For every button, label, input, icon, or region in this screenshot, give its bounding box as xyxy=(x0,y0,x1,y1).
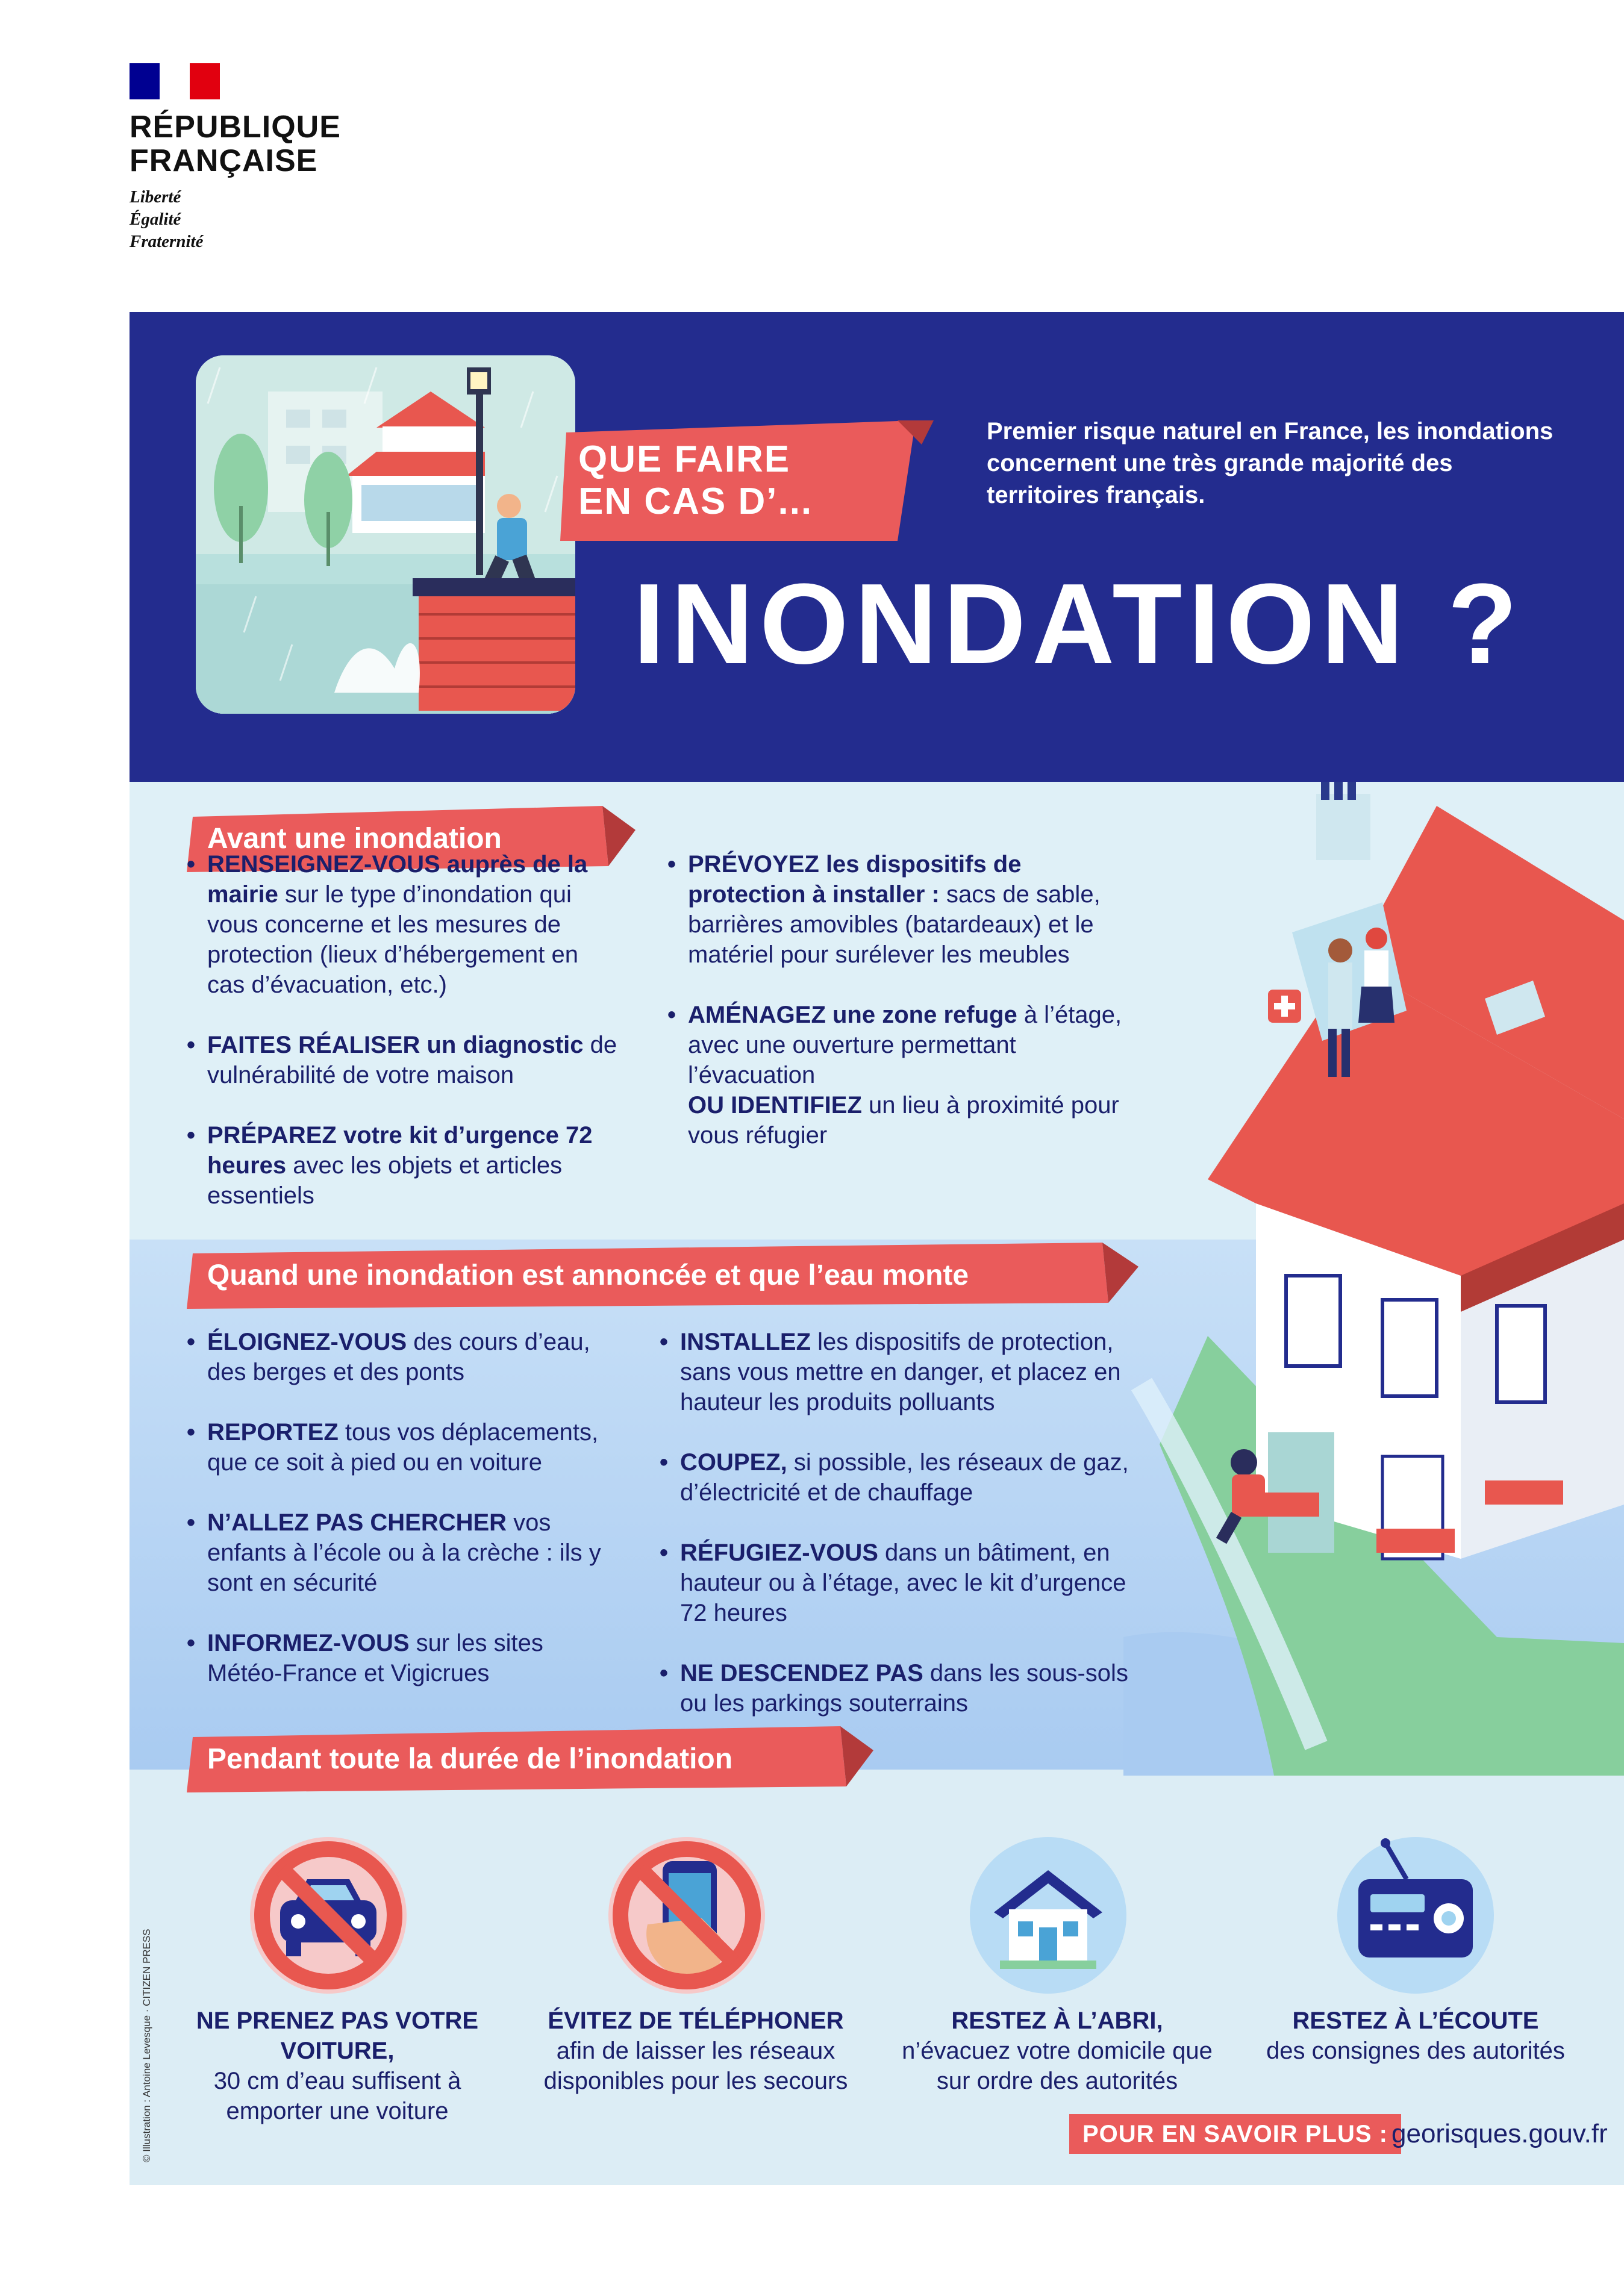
tag-line-1: QUE FAIRE xyxy=(578,438,791,480)
list-item: • RÉFUGIEZ-VOUS dans un bâtiment, en hauteur ou à l’étage, avec le kit d’urgence 72 heures xyxy=(660,1538,1129,1628)
list-item: • RENSEIGNEZ-VOUS auprès de la mairie sur le type d’inondation qui vous concerne et les mesures de protection (lieux d’hébergement en cas d’évacuation, etc.) xyxy=(187,849,620,1000)
house-illustration xyxy=(1123,782,1624,1776)
motto-egalite: Égalité xyxy=(130,210,181,229)
logo-wordmark xyxy=(130,110,370,178)
before-right-list xyxy=(667,849,1125,1181)
no-phone-icon xyxy=(605,1834,768,1997)
list-item: • N’ALLEZ PAS CHERCHER vos enfants à l’école ou à la crèche : ils y sont en sécurité xyxy=(187,1508,620,1598)
alert-left-list xyxy=(187,1327,620,1718)
tag-line-2: EN CAS D’... xyxy=(578,481,813,522)
alert-right-list xyxy=(660,1327,1129,1749)
caption-no-phone: ÉVITEZ DE TÉLÉPHONER afin de laisser les réseaux disponibles pour les secours xyxy=(543,2007,848,2094)
list-item: • PRÉPAREZ votre kit d’urgence 72 heures avec les objets et articles essentiels xyxy=(187,1120,620,1211)
list-item: • NE DESCENDEZ PAS dans les sous-sols ou les parkings souterrains xyxy=(660,1658,1129,1718)
section-during-title: Pendant toute la durée de l’inondation xyxy=(207,1743,733,1775)
logo-motto xyxy=(130,186,370,253)
list-item: • ÉLOIGNEZ-VOUS des cours d’eau, des berges et des ponts xyxy=(187,1327,620,1387)
motto-liberte: Liberté xyxy=(130,187,181,207)
motto-fraternite: Fraternité xyxy=(130,232,204,251)
footer-label: POUR EN SAVOIR PLUS : xyxy=(1069,2114,1401,2154)
list-item: • INFORMEZ-VOUS sur les sites Météo-France et Vigicrues xyxy=(187,1628,620,1688)
no-car-icon xyxy=(247,1834,410,1997)
list-item: • PRÉVOYEZ les dispositifs de protection à installer : sacs de sable, barrières amovibles (batardeaux) et le matériel pour surélever les meubles xyxy=(667,849,1125,970)
section-during-header xyxy=(187,1726,873,1792)
list-item: • AMÉNAGEZ une zone refuge à l’étage, avec une ouverture permettant l’évacuation OU IDENTIFIEZ un lieu à proximité pour vous réfugier xyxy=(667,1000,1125,1150)
list-item: • REPORTEZ tous vos déplacements, que ce soit à pied ou en voiture xyxy=(187,1417,620,1477)
que-faire-tag xyxy=(560,420,934,541)
illustration-credit: © Illustration : Antoine Levesque · CITIZEN PRESS xyxy=(141,1929,152,2162)
list-item: • COUPEZ, si possible, les réseaux de gaz, d’électricité et de chauffage xyxy=(660,1447,1129,1508)
french-flag-icon xyxy=(130,63,220,99)
before-left-list xyxy=(187,849,620,1241)
house-icon xyxy=(967,1834,1129,1997)
section-alert-title: Quand une inondation est annoncée et que l’eau monte xyxy=(207,1259,969,1291)
flood-street-illustration xyxy=(196,355,575,714)
radio-icon xyxy=(1334,1834,1497,1997)
caption-shelter: RESTEZ À L’ABRI, n’évacuez votre domicile que sur ordre des autorités xyxy=(902,2007,1213,2094)
hero-banner xyxy=(130,312,1624,782)
hero-intro: Premier risque naturel en France, les inondations concernent une très grande majorité des territoires français. xyxy=(987,418,1554,508)
georisques-link[interactable]: georisques.gouv.fr xyxy=(1391,2119,1608,2148)
flooded-house-icon xyxy=(1123,782,1624,1776)
list-item: • FAITES RÉALISER un diagnostic de vulnérabilité de votre maison xyxy=(187,1030,620,1090)
flood-scene-icon xyxy=(196,355,575,714)
section-before-title: Avant une inondation xyxy=(207,823,502,855)
logo-republique: RÉPUBLIQUE xyxy=(130,110,341,145)
page-title: INONDATION ? xyxy=(633,560,1524,688)
caption-listen: RESTEZ À L’ÉCOUTE des consignes des autorités xyxy=(1266,2007,1565,2064)
caption-no-car: NE PRENEZ PAS VOTRE VOITURE, 30 cm d’eau suffisent à emporter une voiture xyxy=(196,2007,479,2124)
republique-francaise-logo xyxy=(130,63,370,253)
tag-text xyxy=(578,438,813,523)
section-alert-header xyxy=(187,1243,1138,1309)
list-item: • INSTALLEZ les dispositifs de protection, sans vous mettre en danger, et placez en hauteur les produits polluants xyxy=(660,1327,1129,1417)
logo-francaise: FRANÇAISE xyxy=(130,143,318,178)
